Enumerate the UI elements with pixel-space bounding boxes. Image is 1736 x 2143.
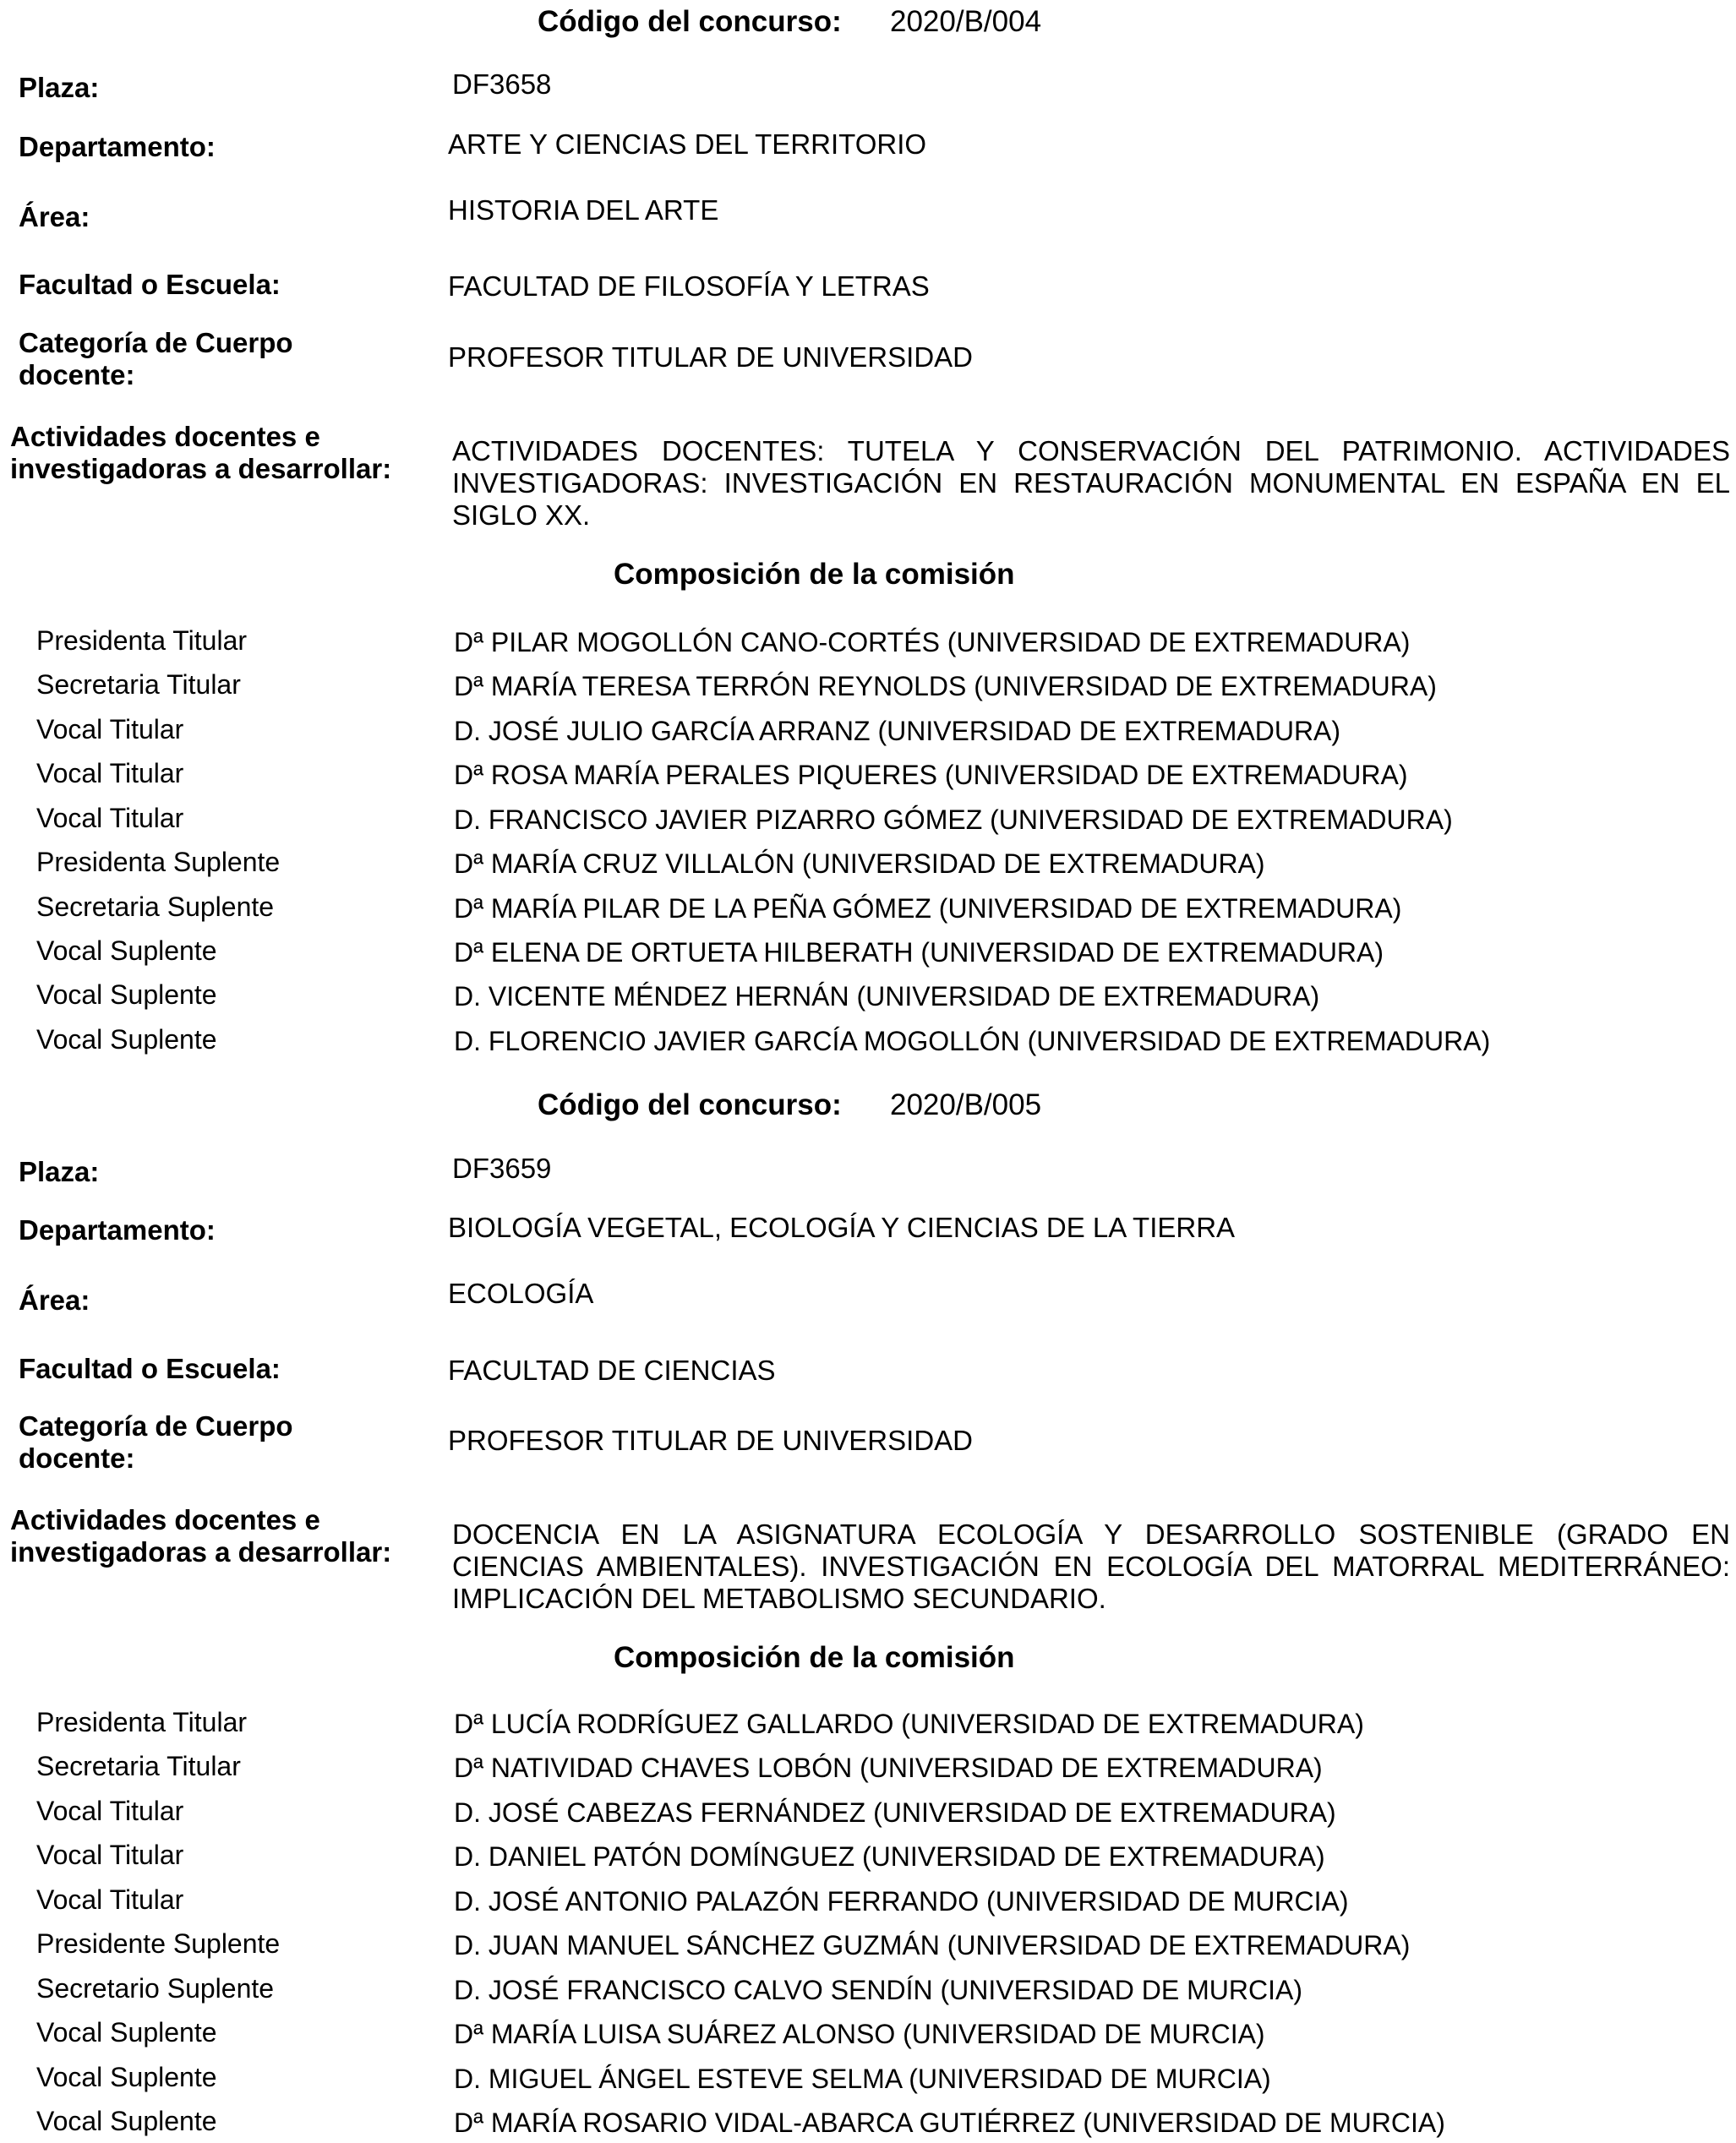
member-name: D. JOSÉ JULIO GARCÍA ARRANZ (UNIVERSIDAD DE EXTREMADURA) bbox=[454, 716, 1341, 746]
departamento-value: BIOLOGÍA VEGETAL, ECOLOGÍA Y CIENCIAS DE LA TIERRA bbox=[448, 1212, 1236, 1243]
contest-code-value: 2020/B/004 bbox=[890, 5, 1042, 38]
member-name: Dª LUCÍA RODRÍGUEZ GALLARDO (UNIVERSIDAD DE EXTREMADURA) bbox=[454, 1709, 1364, 1739]
member-role: Vocal Titular bbox=[36, 714, 184, 744]
member-name: D. JOSÉ ANTONIO PALAZÓN FERRANDO (UNIVERSIDAD DE MURCIA) bbox=[454, 1886, 1349, 1917]
member-role: Vocal Suplente bbox=[36, 2106, 217, 2136]
member-role: Vocal Titular bbox=[36, 758, 184, 788]
member-role: Secretaria Suplente bbox=[36, 892, 275, 922]
member-name: D. FLORENCIO JAVIER GARCÍA MOGOLLÓN (UNIVERSIDAD DE EXTREMADURA) bbox=[454, 1026, 1491, 1056]
area-label: Área: bbox=[19, 201, 90, 232]
categoria-label bbox=[19, 327, 293, 391]
area-value: HISTORIA DEL ARTE bbox=[448, 194, 719, 226]
member-name: Dª ELENA DE ORTUETA HILBERATH (UNIVERSIDAD DE EXTREMADURA) bbox=[454, 937, 1384, 968]
commission-title: Composición de la comisión bbox=[614, 558, 1015, 591]
facultad-value: FACULTAD DE FILOSOFÍA Y LETRAS bbox=[448, 270, 930, 302]
member-name: D. MIGUEL ÁNGEL ESTEVE SELMA (UNIVERSIDAD DE MURCIA) bbox=[454, 2064, 1271, 2094]
categoria-label-line2: docente: bbox=[19, 359, 135, 390]
member-name: Dª PILAR MOGOLLÓN CANO-CORTÉS (UNIVERSIDAD DE EXTREMADURA) bbox=[454, 627, 1411, 657]
actividades-label bbox=[10, 421, 391, 485]
categoria-label-line1: Categoría de Cuerpo bbox=[19, 327, 293, 358]
actividades-value: ACTIVIDADES DOCENTES: TUTELA Y CONSERVACIÓN DEL PATRIMONIO. ACTIVIDADES INVESTIGADORAS: INVESTIGACIÓN EN RESTAURACIÓN MONUMENTAL EN ESPAÑA EN EL SIGLO XX. bbox=[452, 435, 1730, 531]
contest-code-label: Código del concurso: bbox=[538, 1088, 842, 1121]
member-role: Vocal Titular bbox=[36, 1796, 184, 1826]
categoria-label-line1: Categoría de Cuerpo bbox=[19, 1410, 293, 1442]
contest-code-label: Código del concurso: bbox=[538, 5, 842, 38]
categoria-label-line2: docente: bbox=[19, 1442, 135, 1474]
facultad-label: Facultad o Escuela: bbox=[19, 1353, 281, 1384]
member-role: Vocal Suplente bbox=[36, 935, 217, 966]
member-role: Vocal Suplente bbox=[36, 979, 217, 1010]
area-value: ECOLOGÍA bbox=[448, 1278, 594, 1309]
member-role: Presidenta Suplente bbox=[36, 847, 281, 877]
categoria-value: PROFESOR TITULAR DE UNIVERSIDAD bbox=[448, 1425, 973, 1456]
departamento-label: Departamento: bbox=[19, 1214, 216, 1246]
member-role: Vocal Suplente bbox=[36, 1024, 217, 1055]
member-name: Dª MARÍA LUISA SUÁREZ ALONSO (UNIVERSIDAD DE MURCIA) bbox=[454, 2019, 1265, 2049]
member-name: D. FRANCISCO JAVIER PIZARRO GÓMEZ (UNIVERSIDAD DE EXTREMADURA) bbox=[454, 804, 1453, 835]
member-name: Dª ROSA MARÍA PERALES PIQUERES (UNIVERSIDAD DE EXTREMADURA) bbox=[454, 760, 1408, 790]
plaza-label: Plaza: bbox=[19, 72, 100, 103]
contest-code-value: 2020/B/005 bbox=[890, 1088, 1042, 1121]
actividades-label-line2: investigadoras a desarrollar: bbox=[10, 453, 392, 484]
member-role: Vocal Titular bbox=[36, 1884, 184, 1915]
member-role: Vocal Suplente bbox=[36, 2017, 217, 2048]
facultad-value: FACULTAD DE CIENCIAS bbox=[448, 1355, 776, 1386]
actividades-value: DOCENCIA EN LA ASIGNATURA ECOLOGÍA Y DESARROLLO SOSTENIBLE (GRADO EN CIENCIAS AMBIENTALES). INVESTIGACIÓN EN ECOLOGÍA DEL MATORRAL MEDITERRÁNEO: IMPLICACIÓN DEL METABOLISMO SECUNDARIO. bbox=[452, 1519, 1730, 1614]
plaza-label: Plaza: bbox=[19, 1156, 100, 1187]
area-label: Área: bbox=[19, 1284, 90, 1316]
member-role: Vocal Titular bbox=[36, 1840, 184, 1870]
member-role: Presidenta Titular bbox=[36, 1707, 248, 1737]
plaza-value: DF3658 bbox=[452, 68, 552, 100]
actividades-label-line1: Actividades docentes e bbox=[10, 421, 320, 452]
member-name: Dª MARÍA TERESA TERRÓN REYNOLDS (UNIVERSIDAD DE EXTREMADURA) bbox=[454, 671, 1437, 701]
actividades-label bbox=[10, 1504, 391, 1568]
member-name: Dª NATIVIDAD CHAVES LOBÓN (UNIVERSIDAD DE EXTREMADURA) bbox=[454, 1753, 1323, 1783]
member-name: D. JUAN MANUEL SÁNCHEZ GUZMÁN (UNIVERSIDAD DE EXTREMADURA) bbox=[454, 1930, 1411, 1960]
commission-title: Composición de la comisión bbox=[614, 1641, 1015, 1674]
categoria-label bbox=[19, 1410, 293, 1475]
member-name: Dª MARÍA CRUZ VILLALÓN (UNIVERSIDAD DE EXTREMADURA) bbox=[454, 848, 1265, 879]
actividades-label-line2: investigadoras a desarrollar: bbox=[10, 1536, 392, 1568]
member-name: D. JOSÉ CABEZAS FERNÁNDEZ (UNIVERSIDAD DE EXTREMADURA) bbox=[454, 1797, 1336, 1828]
facultad-label: Facultad o Escuela: bbox=[19, 269, 281, 300]
member-role: Vocal Titular bbox=[36, 803, 184, 833]
actividades-label-line1: Actividades docentes e bbox=[10, 1504, 320, 1535]
departamento-value: ARTE Y CIENCIAS DEL TERRITORIO bbox=[448, 128, 927, 160]
member-role: Secretaria Titular bbox=[36, 1751, 241, 1781]
member-name: D. VICENTE MÉNDEZ HERNÁN (UNIVERSIDAD DE EXTREMADURA) bbox=[454, 981, 1320, 1012]
member-name: Dª MARÍA PILAR DE LA PEÑA GÓMEZ (UNIVERSIDAD DE EXTREMADURA) bbox=[454, 893, 1402, 924]
member-name: Dª MARÍA ROSARIO VIDAL-ABARCA GUTIÉRREZ (UNIVERSIDAD DE MURCIA) bbox=[454, 2108, 1445, 2138]
departamento-label: Departamento: bbox=[19, 131, 216, 162]
member-name: D. DANIEL PATÓN DOMÍNGUEZ (UNIVERSIDAD DE EXTREMADURA) bbox=[454, 1841, 1325, 1872]
member-role: Presidenta Titular bbox=[36, 625, 248, 656]
categoria-value: PROFESOR TITULAR DE UNIVERSIDAD bbox=[448, 341, 973, 373]
member-role: Secretaria Titular bbox=[36, 669, 241, 700]
member-role: Vocal Suplente bbox=[36, 2062, 217, 2092]
member-name: D. JOSÉ FRANCISCO CALVO SENDÍN (UNIVERSIDAD DE MURCIA) bbox=[454, 1975, 1302, 2005]
member-role: Secretario Suplente bbox=[36, 1973, 275, 2004]
member-role: Presidente Suplente bbox=[36, 1928, 281, 1959]
plaza-value: DF3659 bbox=[452, 1153, 552, 1184]
